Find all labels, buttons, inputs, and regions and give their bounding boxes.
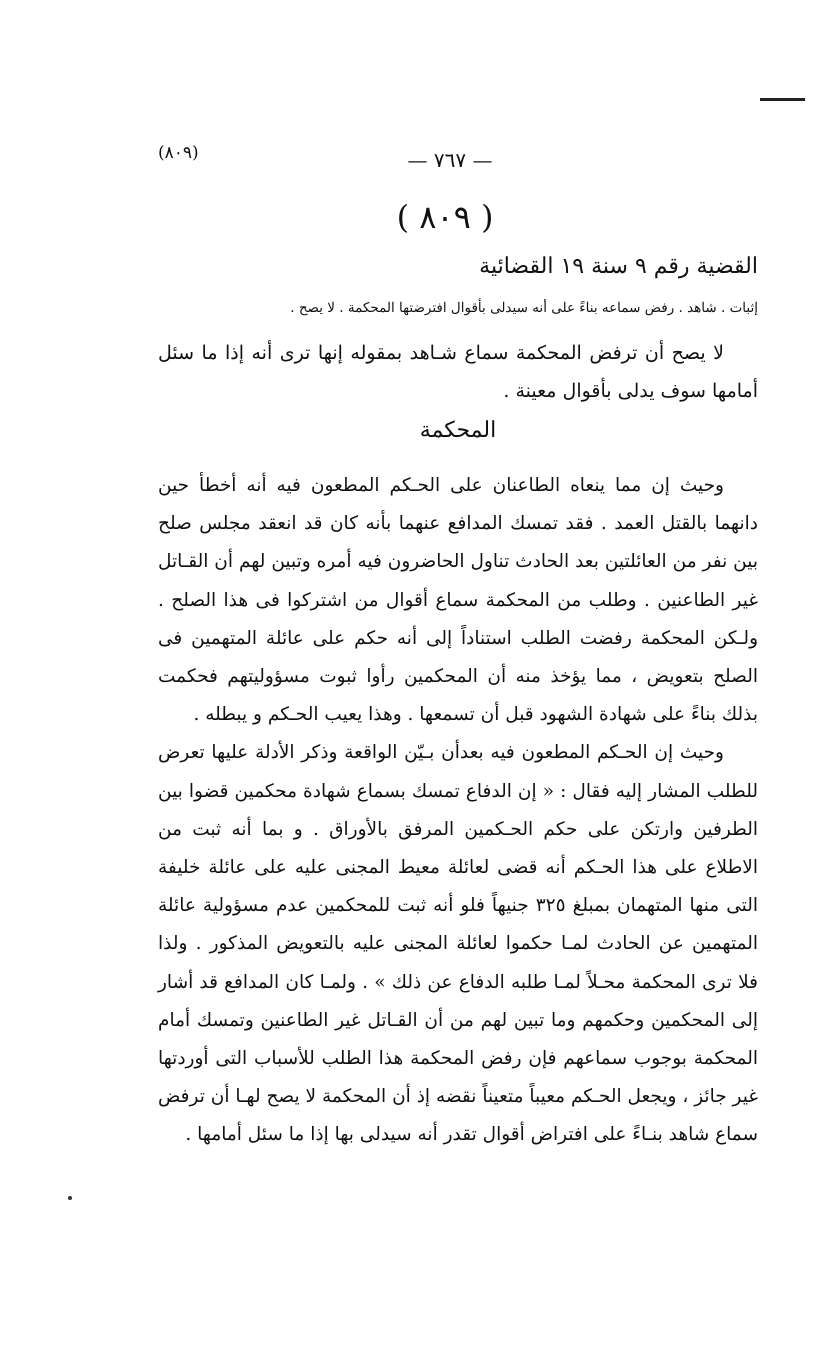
headnote-keywords: إثبات . شاهد . رفض سماعه بناءً على أنه سيدلى بأقوال افترضتها المحكمة . لا يصح . bbox=[290, 300, 758, 316]
ruling-number-heading: ( ٨٠٩ ) bbox=[396, 198, 494, 236]
court-section-heading: المحكمة bbox=[419, 418, 497, 443]
page-number: — ٧٦٧ — bbox=[407, 148, 493, 172]
margin-dot bbox=[68, 1196, 72, 1200]
reasoning-paragraph-2: وحيث إن الحـكم المطعون فيه بعدأن بـيّن الواقعة وذكر الأدلة عليها تعرض للطلب المشار إليه فقال : « إن الدفاع تمسك بسماع شهادة محكمين قضوا بين الطرفين وارتكن على حكم الحـكمين المرفق بالأوراق . و بما أنه ثبت من الاطلاع على هذا الحـكم أنه قضى لعائلة معيط المجنى عليه على عائلة خليفة التى منها المتهمان بمبلغ ٣٢٥ جنيهاً فلو أنه ثبت للمحكمين عدم مسؤولية عائلة المتهمين عن الحادث لمـا حكموا لعائلة المجنى عليه بالتعويض المذكور . ولذا فلا ترى المحكمة محـلاً لمـا طلبه الدفاع عن ذلك » . ولمـا كان المدافع قد أشار إلى المحكمين وحكمهم وما تبين لهم من أن القـاتل غير الطاعنين وتمسك أمام المحكمة بوجوب سماعهم فإن رفض المحكمة هذا الطلب للأسباب التى أوردتها غير جائز ، ويجعل الحـكم معيباً متعيناً نقضه إذ أن المحكمة لا يصح لهـا أن ترفض سماع شاهد بنـاءً على افتراض أقوال تقدر أنه سيدلى بها إذا ما سئل أمامها . bbox=[158, 742, 759, 1146]
reasoning-paragraph-1: وحيث إن مما ينعاه الطاعنان على الحـكم المطعون فيه أنه أخطأ حين دانهما بالقتل العمد . فقد تمسك المدافع عنهما بأنه كان قد انعقد مجلس صلح بين نفر من العائلتين بعد الحادث تناول الحاضرون فيه أمره وتبين لهم أن القـاتل غير الطاعنين . وطلب من المحكمة سماع أقوال من اشتركوا فى هذا الصلح . ولـكن المحكمة رفضت الطلب استناداً إلى أنه حكم على عائلة المتهمين فى الصلح بتعويض ، مما يؤخذ منه أن المحكمين رأوا ثبوت مسؤوليتهم فحكمت بذلك بناءً على شهادة الشهود قبل أن تسمعها . وهذا يعيب الحـكم و يبطله . bbox=[158, 475, 758, 726]
principle-paragraph: لا يصح أن ترفض المحكمة سماع شـاهد بمقوله إنها ترى أنه إذا ما سئل أمامها سوف يدلى بأقوال معينة . bbox=[158, 342, 758, 402]
header-ruling-number: (٨٠٩) bbox=[158, 143, 199, 163]
court-reasoning bbox=[158, 467, 758, 1155]
top-edge-rule bbox=[760, 98, 805, 101]
legal-principle bbox=[158, 334, 758, 410]
case-title: القضية رقم ٩ سنة ١٩ القضائية bbox=[479, 254, 758, 279]
